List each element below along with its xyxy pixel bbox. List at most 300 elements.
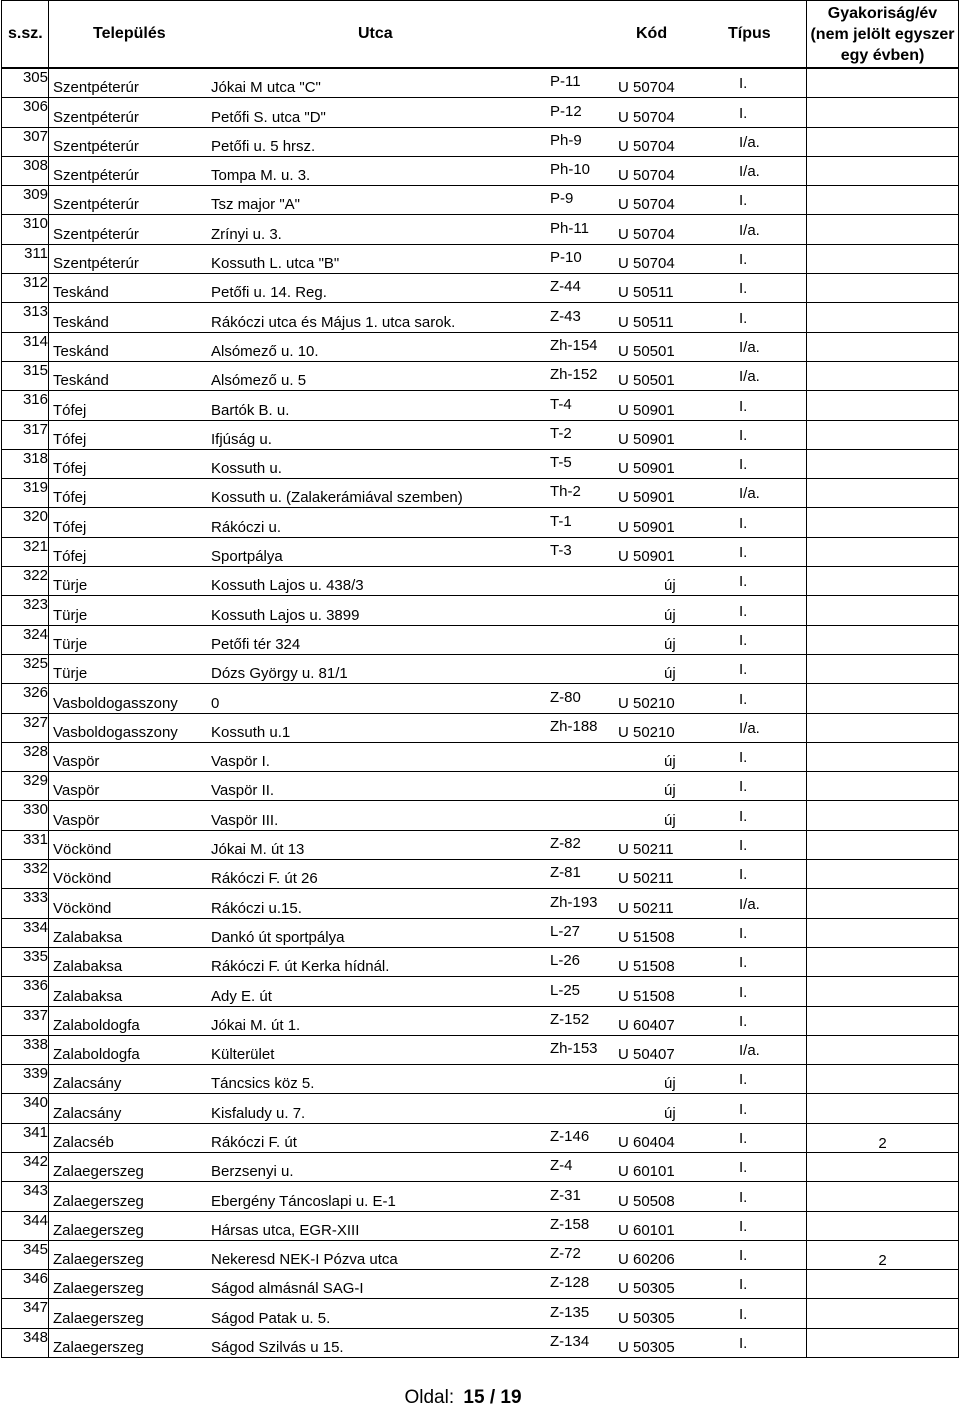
cell-ssz: 334 bbox=[2, 918, 49, 947]
table-row bbox=[2, 1035, 959, 1064]
table-row bbox=[2, 156, 959, 185]
cell-kod: P-11 bbox=[550, 73, 581, 91]
cell-utca: Rákóczi F. út 26 bbox=[211, 870, 318, 888]
cell-kod-uj: U 50704 bbox=[618, 225, 675, 243]
cell-ssz: 338 bbox=[2, 1035, 49, 1064]
cell-utca: Petőfi S. utca "D" bbox=[211, 108, 326, 126]
table-row bbox=[2, 1328, 959, 1357]
cell-kod-uj: U 50511 bbox=[618, 284, 674, 302]
table-row bbox=[2, 127, 959, 156]
cell-gyakorisag bbox=[807, 1270, 959, 1299]
cell-main bbox=[49, 596, 807, 625]
cell-kod-uj: U 50704 bbox=[618, 167, 675, 185]
cell-kod: Zh-154 bbox=[550, 336, 598, 354]
page-separator: / bbox=[489, 1387, 496, 1408]
cell-tipus: I/a. bbox=[739, 368, 760, 386]
cell-ssz: 321 bbox=[2, 537, 49, 566]
cell-kod-uj: új bbox=[664, 606, 676, 624]
cell-kod-uj: U 50305 bbox=[618, 1339, 675, 1357]
cell-gyakorisag bbox=[807, 713, 959, 742]
table-row bbox=[2, 918, 959, 947]
cell-telepules: Szentpéterúr bbox=[53, 108, 139, 126]
cell-tipus: I/a. bbox=[739, 485, 760, 503]
cell-main bbox=[49, 625, 807, 654]
cell-ssz: 341 bbox=[2, 1123, 49, 1152]
table-row bbox=[2, 1065, 959, 1094]
cell-tipus: I/a. bbox=[739, 221, 760, 239]
header-ssz: s.sz. bbox=[2, 1, 49, 69]
cell-utca: Tompa M. u. 3. bbox=[211, 167, 311, 185]
cell-utca: Bartók B. u. bbox=[211, 401, 290, 419]
cell-ssz: 326 bbox=[2, 684, 49, 713]
table-row bbox=[2, 98, 959, 127]
cell-tipus: I/a. bbox=[739, 163, 760, 181]
cell-kod-uj: U 50901 bbox=[618, 489, 675, 507]
cell-kod-uj: U 50901 bbox=[618, 401, 675, 419]
cell-kod-uj: új bbox=[664, 811, 676, 829]
cell-ssz: 344 bbox=[2, 1211, 49, 1240]
cell-telepules: Tófej bbox=[53, 489, 87, 507]
cell-ssz: 347 bbox=[2, 1299, 49, 1328]
cell-kod-uj: U 50901 bbox=[618, 430, 675, 448]
cell-main bbox=[49, 654, 807, 683]
header-utca: Utca bbox=[358, 25, 393, 42]
cell-telepules: Szentpéterúr bbox=[53, 79, 139, 97]
cell-main bbox=[49, 567, 807, 596]
cell-tipus: I. bbox=[739, 690, 748, 708]
cell-telepules: Vaspör bbox=[53, 811, 100, 829]
cell-telepules: Zalaegerszeg bbox=[53, 1221, 144, 1239]
cell-kod: Z-31 bbox=[550, 1186, 581, 1204]
cell-gyakorisag bbox=[807, 449, 959, 478]
cell-gyakorisag bbox=[807, 361, 959, 390]
cell-telepules: Zalaegerszeg bbox=[53, 1280, 144, 1298]
cell-gyakorisag: 2 bbox=[807, 1123, 959, 1152]
cell-utca: Berzsenyi u. bbox=[211, 1163, 294, 1181]
table-row bbox=[2, 449, 959, 478]
cell-kod-uj: U 50210 bbox=[618, 694, 675, 712]
table-row bbox=[2, 332, 959, 361]
header-gyakorisag-line2: (nem jelölt egyszer bbox=[810, 25, 955, 43]
table-row bbox=[2, 1270, 959, 1299]
page-label: Oldal: bbox=[404, 1387, 455, 1408]
cell-tipus: I. bbox=[739, 1188, 748, 1206]
cell-utca: Zrínyi u. 3. bbox=[211, 225, 282, 243]
cell-kod: Z-4 bbox=[550, 1157, 573, 1175]
table-row bbox=[2, 801, 959, 830]
cell-kod: Zh-188 bbox=[550, 717, 598, 735]
cell-gyakorisag bbox=[807, 537, 959, 566]
cell-tipus: I. bbox=[739, 749, 748, 767]
cell-kod: Z-152 bbox=[550, 1010, 590, 1028]
cell-telepules: Zalabaksa bbox=[53, 928, 123, 946]
cell-gyakorisag bbox=[807, 332, 959, 361]
cell-gyakorisag bbox=[807, 1094, 959, 1123]
cell-tipus: I. bbox=[739, 251, 748, 269]
table-row bbox=[2, 830, 959, 859]
cell-gyakorisag bbox=[807, 742, 959, 771]
data-table bbox=[1, 0, 959, 1358]
cell-telepules: Vasboldogasszony bbox=[53, 723, 178, 741]
cell-utca: Vaspör II. bbox=[211, 782, 275, 800]
cell-main bbox=[49, 947, 807, 976]
cell-gyakorisag bbox=[807, 1152, 959, 1181]
cell-ssz: 318 bbox=[2, 449, 49, 478]
cell-telepules: Szentpéterúr bbox=[53, 196, 139, 214]
table-row bbox=[2, 742, 959, 771]
cell-kod-uj: U 50511 bbox=[618, 313, 674, 331]
cell-telepules: Vasboldogasszony bbox=[53, 694, 178, 712]
cell-tipus: I/a. bbox=[739, 895, 760, 913]
cell-main bbox=[49, 186, 807, 215]
cell-tipus: I. bbox=[739, 807, 748, 825]
cell-ssz: 323 bbox=[2, 596, 49, 625]
cell-gyakorisag bbox=[807, 1182, 959, 1211]
cell-ssz: 331 bbox=[2, 830, 49, 859]
cell-utca: Ságod almásnál SAG-I bbox=[211, 1280, 364, 1298]
header-telepules: Település bbox=[93, 25, 166, 42]
cell-tipus: I. bbox=[739, 1335, 748, 1353]
cell-gyakorisag bbox=[807, 215, 959, 244]
table-row bbox=[2, 567, 959, 596]
cell-kod-uj: U 60404 bbox=[618, 1133, 675, 1151]
cell-telepules: Teskánd bbox=[53, 313, 109, 331]
cell-main bbox=[49, 127, 807, 156]
cell-kod-uj: új bbox=[664, 665, 676, 683]
cell-main bbox=[49, 860, 807, 889]
page-footer bbox=[0, 1387, 926, 1409]
cell-ssz: 345 bbox=[2, 1240, 49, 1269]
cell-ssz: 337 bbox=[2, 1006, 49, 1035]
header-gyakorisag-line3: egy évben) bbox=[840, 46, 925, 64]
cell-kod: Zh-193 bbox=[550, 893, 598, 911]
cell-utca: Dankó út sportpálya bbox=[211, 928, 345, 946]
cell-tipus: I. bbox=[739, 924, 748, 942]
cell-telepules: Zalaboldogfa bbox=[53, 1016, 140, 1034]
cell-telepules: Zalaegerszeg bbox=[53, 1309, 144, 1327]
cell-tipus: I. bbox=[739, 573, 748, 591]
cell-main bbox=[49, 1182, 807, 1211]
cell-utca: Jókai M utca "C" bbox=[211, 79, 321, 97]
cell-utca: Kossuth u. bbox=[211, 460, 282, 478]
cell-main bbox=[49, 977, 807, 1006]
cell-kod: Zh-153 bbox=[550, 1040, 598, 1058]
cell-telepules: Tófej bbox=[53, 460, 87, 478]
cell-main bbox=[49, 98, 807, 127]
cell-kod-uj: U 50305 bbox=[618, 1280, 675, 1298]
cell-utca: Külterület bbox=[211, 1046, 275, 1064]
cell-telepules: Zalaegerszeg bbox=[53, 1163, 144, 1181]
cell-tipus: I. bbox=[739, 280, 748, 298]
cell-utca: Táncsics köz 5. bbox=[211, 1075, 315, 1093]
cell-utca: Vaspör I. bbox=[211, 753, 270, 771]
cell-ssz: 312 bbox=[2, 274, 49, 303]
cell-gyakorisag bbox=[807, 947, 959, 976]
cell-kod: L-27 bbox=[550, 922, 581, 940]
cell-telepules: Türje bbox=[53, 606, 88, 624]
cell-kod-uj: új bbox=[664, 782, 676, 800]
cell-tipus: I. bbox=[739, 1159, 748, 1177]
cell-utca: Nekeresd NEK-I Pózva utca bbox=[211, 1251, 398, 1269]
cell-tipus: I. bbox=[739, 1100, 748, 1118]
cell-kod-uj: új bbox=[664, 635, 676, 653]
cell-utca: Rákóczi u.15. bbox=[211, 899, 302, 917]
cell-kod-uj: U 50211 bbox=[618, 841, 674, 859]
cell-tipus: I. bbox=[739, 1129, 748, 1147]
cell-utca: Tsz major "A" bbox=[211, 196, 300, 214]
cell-ssz: 308 bbox=[2, 156, 49, 185]
cell-telepules: Tófej bbox=[53, 518, 87, 536]
cell-utca: Ady E. út bbox=[211, 987, 272, 1005]
cell-telepules: Türje bbox=[53, 635, 88, 653]
cell-gyakorisag bbox=[807, 772, 959, 801]
cell-kod: P-9 bbox=[550, 190, 574, 208]
cell-main bbox=[49, 1006, 807, 1035]
table-row bbox=[2, 303, 959, 332]
cell-tipus: I. bbox=[739, 1247, 748, 1265]
cell-telepules: Zalaboldogfa bbox=[53, 1046, 140, 1064]
cell-main bbox=[49, 918, 807, 947]
cell-gyakorisag: 2 bbox=[807, 1240, 959, 1269]
table-row bbox=[2, 596, 959, 625]
cell-ssz: 343 bbox=[2, 1182, 49, 1211]
table-row bbox=[2, 1094, 959, 1123]
cell-tipus: I. bbox=[739, 1276, 748, 1294]
cell-utca: Ebergény Táncoslapi u. E-1 bbox=[211, 1192, 396, 1210]
cell-kod-uj: U 60206 bbox=[618, 1251, 675, 1269]
cell-kod: Zh-152 bbox=[550, 366, 598, 384]
cell-main bbox=[49, 156, 807, 185]
cell-utca: Dózs György u. 81/1 bbox=[211, 665, 348, 683]
cell-telepules: Szentpéterúr bbox=[53, 137, 139, 155]
cell-telepules: Vöckönd bbox=[53, 899, 112, 917]
cell-utca: Rákóczi F. út Kerka hídnál. bbox=[211, 958, 390, 976]
cell-gyakorisag bbox=[807, 303, 959, 332]
table-row bbox=[2, 420, 959, 449]
cell-ssz: 322 bbox=[2, 567, 49, 596]
cell-gyakorisag bbox=[807, 1211, 959, 1240]
cell-kod: Ph-9 bbox=[550, 131, 582, 149]
cell-kod: Z-82 bbox=[550, 835, 581, 853]
cell-ssz: 324 bbox=[2, 625, 49, 654]
cell-ssz: 329 bbox=[2, 772, 49, 801]
cell-gyakorisag bbox=[807, 977, 959, 1006]
cell-tipus: I. bbox=[739, 1305, 748, 1323]
cell-main bbox=[49, 508, 807, 537]
cell-main bbox=[49, 713, 807, 742]
table-row bbox=[2, 684, 959, 713]
cell-gyakorisag bbox=[807, 860, 959, 889]
cell-kod-uj: U 50704 bbox=[618, 79, 675, 97]
cell-gyakorisag bbox=[807, 596, 959, 625]
cell-telepules: Türje bbox=[53, 665, 88, 683]
cell-main bbox=[49, 361, 807, 390]
cell-gyakorisag bbox=[807, 1035, 959, 1064]
cell-ssz: 319 bbox=[2, 479, 49, 508]
cell-telepules: Zalacséb bbox=[53, 1133, 114, 1151]
cell-utca: Petőfi u. 14. Reg. bbox=[211, 284, 327, 302]
cell-telepules: Zalaegerszeg bbox=[53, 1192, 144, 1210]
cell-ssz: 310 bbox=[2, 215, 49, 244]
table-row bbox=[2, 361, 959, 390]
cell-main bbox=[49, 1270, 807, 1299]
table-row bbox=[2, 479, 959, 508]
cell-kod: P-10 bbox=[550, 249, 582, 267]
cell-gyakorisag bbox=[807, 68, 959, 98]
cell-utca: Jókai M. út 13 bbox=[211, 841, 305, 859]
cell-telepules: Tófej bbox=[53, 401, 87, 419]
cell-tipus: I. bbox=[739, 1071, 748, 1089]
cell-kod: Z-134 bbox=[550, 1333, 590, 1351]
cell-utca: Petőfi tér 324 bbox=[211, 635, 301, 653]
cell-utca: Kossuth u.1 bbox=[211, 723, 291, 741]
cell-ssz: 325 bbox=[2, 654, 49, 683]
cell-kod-uj: U 60101 bbox=[618, 1163, 675, 1181]
cell-gyakorisag bbox=[807, 1006, 959, 1035]
cell-ssz: 332 bbox=[2, 860, 49, 889]
cell-tipus: I/a. bbox=[739, 133, 760, 151]
cell-main bbox=[49, 391, 807, 420]
cell-tipus: I. bbox=[739, 954, 748, 972]
cell-telepules: Szentpéterúr bbox=[53, 225, 139, 243]
cell-kod-uj: U 60407 bbox=[618, 1016, 675, 1034]
table-row bbox=[2, 713, 959, 742]
cell-telepules: Szentpéterúr bbox=[53, 167, 139, 185]
cell-main bbox=[49, 244, 807, 273]
cell-telepules: Teskánd bbox=[53, 342, 109, 360]
cell-utca: Vaspör III. bbox=[211, 811, 279, 829]
cell-gyakorisag bbox=[807, 654, 959, 683]
cell-telepules: Tófej bbox=[53, 430, 87, 448]
table-row bbox=[2, 1152, 959, 1181]
cell-telepules: Türje bbox=[53, 577, 88, 595]
cell-kod: Z-43 bbox=[550, 307, 581, 325]
cell-main bbox=[49, 1123, 807, 1152]
cell-gyakorisag bbox=[807, 830, 959, 859]
cell-ssz: 313 bbox=[2, 303, 49, 332]
cell-main bbox=[49, 830, 807, 859]
cell-kod: Z-128 bbox=[550, 1274, 590, 1292]
cell-ssz: 327 bbox=[2, 713, 49, 742]
table-row bbox=[2, 654, 959, 683]
cell-tipus: I. bbox=[739, 397, 748, 415]
table-row bbox=[2, 274, 959, 303]
cell-kod: T-5 bbox=[550, 454, 572, 472]
cell-kod-uj: U 51508 bbox=[618, 958, 675, 976]
cell-gyakorisag bbox=[807, 801, 959, 830]
cell-kod-uj: U 50211 bbox=[618, 870, 674, 888]
cell-kod: Z-146 bbox=[550, 1127, 590, 1145]
cell-kod: Z-72 bbox=[550, 1245, 581, 1263]
cell-utca: Rákóczi u. bbox=[211, 518, 282, 536]
cell-gyakorisag bbox=[807, 479, 959, 508]
cell-ssz: 311 bbox=[2, 244, 49, 273]
cell-kod: Z-81 bbox=[550, 864, 581, 882]
cell-telepules: Zalaegerszeg bbox=[53, 1339, 144, 1357]
cell-gyakorisag bbox=[807, 274, 959, 303]
cell-utca: Jókai M. út 1. bbox=[211, 1016, 301, 1034]
cell-ssz: 342 bbox=[2, 1152, 49, 1181]
cell-main bbox=[49, 479, 807, 508]
table-row bbox=[2, 977, 959, 1006]
table-row bbox=[2, 68, 959, 98]
cell-telepules: Teskánd bbox=[53, 284, 109, 302]
cell-ssz: 336 bbox=[2, 977, 49, 1006]
cell-utca: Alsómező u. 5 bbox=[211, 372, 307, 390]
cell-kod-uj: U 50901 bbox=[618, 548, 675, 566]
cell-kod-uj: U 50508 bbox=[618, 1192, 675, 1210]
cell-tipus: I. bbox=[739, 602, 748, 620]
cell-ssz: 315 bbox=[2, 361, 49, 390]
cell-main bbox=[49, 1152, 807, 1181]
cell-main bbox=[49, 889, 807, 918]
cell-ssz: 320 bbox=[2, 508, 49, 537]
cell-ssz: 305 bbox=[2, 68, 49, 98]
page-number: 15 bbox=[463, 1387, 485, 1408]
cell-main bbox=[49, 537, 807, 566]
cell-telepules: Vöckönd bbox=[53, 841, 112, 859]
cell-gyakorisag bbox=[807, 420, 959, 449]
cell-kod-uj: U 50901 bbox=[618, 518, 675, 536]
cell-utca: Petőfi u. 5 hrsz. bbox=[211, 137, 316, 155]
cell-main bbox=[49, 274, 807, 303]
table-row bbox=[2, 772, 959, 801]
cell-main bbox=[49, 742, 807, 771]
cell-utca: Kossuth L. utca "B" bbox=[211, 255, 340, 273]
cell-ssz: 335 bbox=[2, 947, 49, 976]
cell-main bbox=[49, 684, 807, 713]
cell-kod-uj: U 51508 bbox=[618, 928, 675, 946]
cell-ssz: 309 bbox=[2, 186, 49, 215]
cell-main bbox=[49, 449, 807, 478]
table-row bbox=[2, 1299, 959, 1328]
cell-main bbox=[49, 801, 807, 830]
cell-telepules: Zalacsány bbox=[53, 1075, 122, 1093]
cell-kod-uj: U 50305 bbox=[618, 1309, 675, 1327]
cell-gyakorisag bbox=[807, 508, 959, 537]
cell-ssz: 317 bbox=[2, 420, 49, 449]
cell-gyakorisag bbox=[807, 186, 959, 215]
cell-gyakorisag bbox=[807, 1328, 959, 1357]
cell-main bbox=[49, 1240, 807, 1269]
cell-ssz: 306 bbox=[2, 98, 49, 127]
cell-kod: P-12 bbox=[550, 102, 582, 120]
cell-kod: Ph-11 bbox=[550, 219, 589, 237]
cell-gyakorisag bbox=[807, 684, 959, 713]
cell-telepules: Zalabaksa bbox=[53, 987, 123, 1005]
table-row bbox=[2, 508, 959, 537]
cell-kod: Z-158 bbox=[550, 1215, 590, 1233]
cell-gyakorisag bbox=[807, 391, 959, 420]
cell-main bbox=[49, 1065, 807, 1094]
cell-utca: Kossuth u. (Zalakerámiával szemben) bbox=[211, 489, 463, 507]
table-row bbox=[2, 947, 959, 976]
cell-kod-uj: U 50407 bbox=[618, 1046, 675, 1064]
cell-telepules: Vaspör bbox=[53, 753, 100, 771]
cell-tipus: I/a. bbox=[739, 1042, 760, 1060]
cell-kod-uj: U 50501 bbox=[618, 372, 675, 390]
cell-main bbox=[49, 1211, 807, 1240]
cell-tipus: I. bbox=[739, 104, 748, 122]
table-row bbox=[2, 391, 959, 420]
cell-kod: L-25 bbox=[550, 981, 581, 999]
cell-main bbox=[49, 1299, 807, 1328]
cell-gyakorisag bbox=[807, 127, 959, 156]
cell-tipus: I. bbox=[739, 426, 748, 444]
table-row bbox=[2, 244, 959, 273]
table-row bbox=[2, 625, 959, 654]
cell-ssz: 339 bbox=[2, 1065, 49, 1094]
